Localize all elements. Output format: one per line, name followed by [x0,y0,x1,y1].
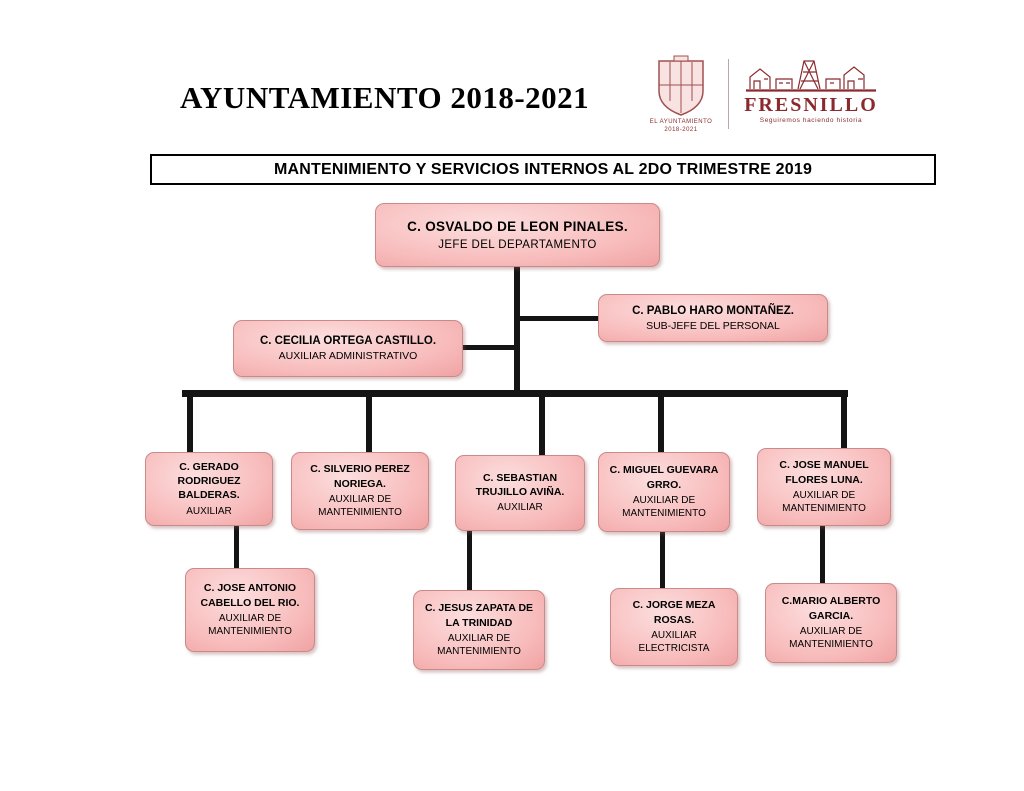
org-node-l4-2 [413,590,545,670]
connector-drop-4 [658,395,664,453]
fresnillo-logo [741,55,881,124]
person-name: C. SILVERIO PEREZ NORIEGA. [310,463,410,490]
person-role: JEFE DEL DEPARTAMENTO [438,239,597,251]
ayuntamiento-crest-logo [640,55,722,135]
person-name: C. PABLO HARO MONTAÑEZ. [632,304,794,317]
person-name: C. OSVALDO DE LEON PINALES. [407,219,628,234]
person-role: AUXILIAR DE MANTENIMIENTO [622,494,706,520]
connector-l4-3 [660,531,665,589]
person-role: AUXILIAR DE MANTENIMIENTO [208,612,292,638]
person-name: C. JESUS ZAPATA DE LA TRINIDAD [424,602,534,629]
person-role: SUB-JEFE DEL PERSONAL [646,319,780,332]
logo-divider [728,59,729,129]
person-name: C. GERADO RODRIGUEZ BALDERAS. [177,460,241,502]
crest-caption-years: 2018-2021 [664,126,698,133]
person-name: C. SEBASTIAN TRUJILLO AVIÑA. [475,472,565,499]
connector-head-to-bar [514,266,520,392]
crest-caption: EL AYUNTAMIENTO [649,119,713,125]
connector-drop-3 [539,395,545,456]
org-node-l3-1 [145,452,273,526]
shield-icon [653,55,709,119]
org-node-l4-3 [610,588,738,666]
fresnillo-tagline: Seguiremos haciendo historia [759,117,863,124]
org-node-l3-4 [598,452,730,532]
connector-subjefe [518,316,598,321]
person-name: C.MARIO ALBERTO GARCIA. [781,595,881,622]
chart-title-banner [150,154,936,185]
org-node-l3-5 [757,448,891,526]
mine-building-icon [746,55,876,95]
person-role: AUXILIAR DE MANTENIMIENTO [782,489,866,515]
person-role: AUXILIAR ELECTRICISTA [638,629,710,655]
connector-l4-4 [820,525,825,584]
connector-l4-2 [467,530,472,591]
person-role: AUXILIAR [186,505,232,517]
org-node-l4-1 [185,568,315,652]
person-name: C. JORGE MEZA ROSAS. [632,599,716,626]
connector-drop-5 [841,395,847,449]
org-node-l4-4 [765,583,897,663]
connector-aux-admin [462,345,516,350]
org-node-l3-2 [291,452,429,530]
fresnillo-wordmark: FRESNILLO [744,94,878,116]
connector-drop-2 [366,395,372,453]
person-role: AUXILIAR DE MANTENIMIENTO [437,632,521,658]
person-name: C. CECILIA ORTEGA CASTILLO. [259,335,437,347]
person-name: C. MIGUEL GUEVARA GRRO. [609,464,719,491]
org-node-l3-3 [455,455,585,531]
page-title: AYUNTAMIENTO 2018-2021 [180,80,590,115]
person-role: AUXILIAR DE MANTENIMIENTO [789,625,873,651]
connector-drop-1 [187,395,193,453]
org-node-subjefe [598,294,828,342]
org-node-aux-admin [233,320,463,377]
person-role: AUXILIAR [497,502,543,514]
person-name: C. JOSE ANTONIO CABELLO DEL RIO. [200,582,300,609]
connector-l4-1 [234,525,239,569]
person-role: AUXILIAR ADMINISTRATIVO [278,350,418,362]
chart-title: MANTENIMIENTO Y SERVICIOS INTERNOS AL 2DO TRIMESTRE 2019 [273,160,813,178]
connector-horizontal-bar [182,390,848,397]
person-name: C. JOSE MANUEL FLORES LUNA. [779,459,869,486]
person-role: AUXILIAR DE MANTENIMIENTO [318,493,402,519]
header-logos [640,55,881,150]
org-node-jefe [375,203,660,267]
